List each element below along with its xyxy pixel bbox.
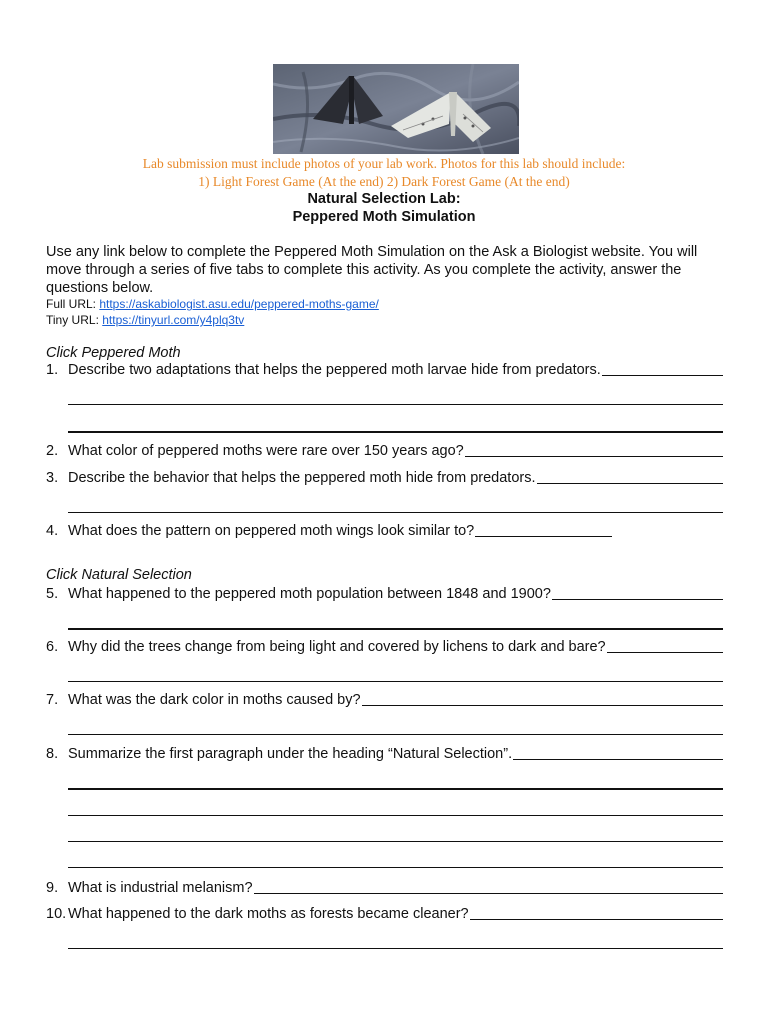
question-number: 8. — [46, 746, 59, 762]
answer-line[interactable] — [68, 512, 723, 513]
question-text: Describe the behavior that helps the peppered moth hide from predators. — [68, 470, 536, 486]
answer-blank[interactable] — [552, 598, 723, 600]
answer-blank[interactable] — [362, 704, 723, 706]
question-3 — [46, 470, 723, 486]
question-number: 5. — [46, 586, 59, 602]
question-6 — [46, 639, 723, 655]
question-8 — [46, 746, 723, 762]
answer-line[interactable] — [68, 404, 723, 405]
question-number: 4. — [46, 523, 59, 539]
question-text: What happened to the peppered moth population between 1848 and 1900? — [68, 586, 551, 602]
answer-blank[interactable] — [602, 374, 723, 376]
answer-blank[interactable] — [475, 535, 612, 537]
question-5 — [46, 586, 723, 602]
question-text: What color of peppered moths were rare over 150 years ago? — [68, 443, 464, 459]
answer-line[interactable] — [68, 948, 723, 949]
section-heading-peppered-moth: Click Peppered Moth — [46, 345, 181, 361]
lab-subtitle: Peppered Moth Simulation — [292, 209, 476, 225]
question-number: 7. — [46, 692, 59, 708]
answer-blank[interactable] — [465, 455, 723, 457]
question-number: 3. — [46, 470, 59, 486]
tiny-url-line — [46, 313, 244, 327]
question-number: 10. — [46, 906, 67, 922]
question-number: 2. — [46, 443, 59, 459]
answer-line[interactable] — [68, 431, 723, 433]
question-2 — [46, 443, 723, 459]
question-1 — [46, 362, 723, 378]
answer-line[interactable] — [68, 628, 723, 630]
instructions-paragraph: Use any link below to complete the Peppered Moth Simulation on the Ask a Biologist website. You will move through a series of five tabs to complete this activity. As you complete the activity, answer the questions below. — [46, 244, 698, 296]
full-url-line — [46, 297, 379, 311]
answer-line[interactable] — [68, 841, 723, 842]
answer-line[interactable] — [68, 734, 723, 735]
question-text: What was the dark color in moths caused by? — [68, 692, 361, 708]
question-text: Summarize the first paragraph under the heading “Natural Selection”. — [68, 746, 513, 762]
question-text: What happened to the dark moths as forests became cleaner? — [68, 906, 469, 922]
moth-photo — [273, 64, 519, 154]
question-text: Why did the trees change from being light and covered by lichens to dark and bare? — [68, 639, 606, 655]
question-4 — [46, 523, 723, 539]
answer-line[interactable] — [68, 815, 723, 816]
lab-title: Natural Selection Lab: — [307, 191, 461, 207]
answer-blank[interactable] — [607, 651, 723, 653]
full-url-label: Full URL: — [46, 297, 100, 311]
question-number: 6. — [46, 639, 59, 655]
question-text: What is industrial melanism? — [68, 880, 253, 896]
question-10 — [46, 906, 723, 922]
photo-requirement-list: 1) Light Forest Game (At the end) 2) Dark Forest Game (At the end) — [198, 174, 570, 189]
photo-requirement-notice: Lab submission must include photos of your lab work. Photos for this lab should include: — [142, 156, 626, 171]
answer-blank[interactable] — [537, 482, 724, 484]
tiny-url-label: Tiny URL: — [46, 313, 103, 327]
moth-photo-image — [273, 64, 519, 154]
question-9 — [46, 880, 723, 896]
question-7 — [46, 692, 723, 708]
question-text: Describe two adaptations that helps the peppered moth larvae hide from predators. — [68, 362, 601, 378]
answer-line[interactable] — [68, 788, 723, 790]
answer-blank[interactable] — [254, 892, 723, 894]
answer-blank[interactable] — [513, 758, 723, 760]
question-number: 1. — [46, 362, 59, 378]
section-heading-natural-selection: Click Natural Selection — [46, 567, 192, 583]
tiny-url-link[interactable]: https://tinyurl.com/y4plq3tv — [102, 313, 245, 327]
answer-blank[interactable] — [470, 918, 723, 920]
question-text: What does the pattern on peppered moth wings look similar to? — [68, 523, 475, 539]
question-number: 9. — [46, 880, 59, 896]
full-url-link[interactable]: https://askabiologist.asu.edu/peppered-moths-game/ — [99, 297, 379, 311]
answer-line[interactable] — [68, 681, 723, 682]
answer-line[interactable] — [68, 867, 723, 868]
